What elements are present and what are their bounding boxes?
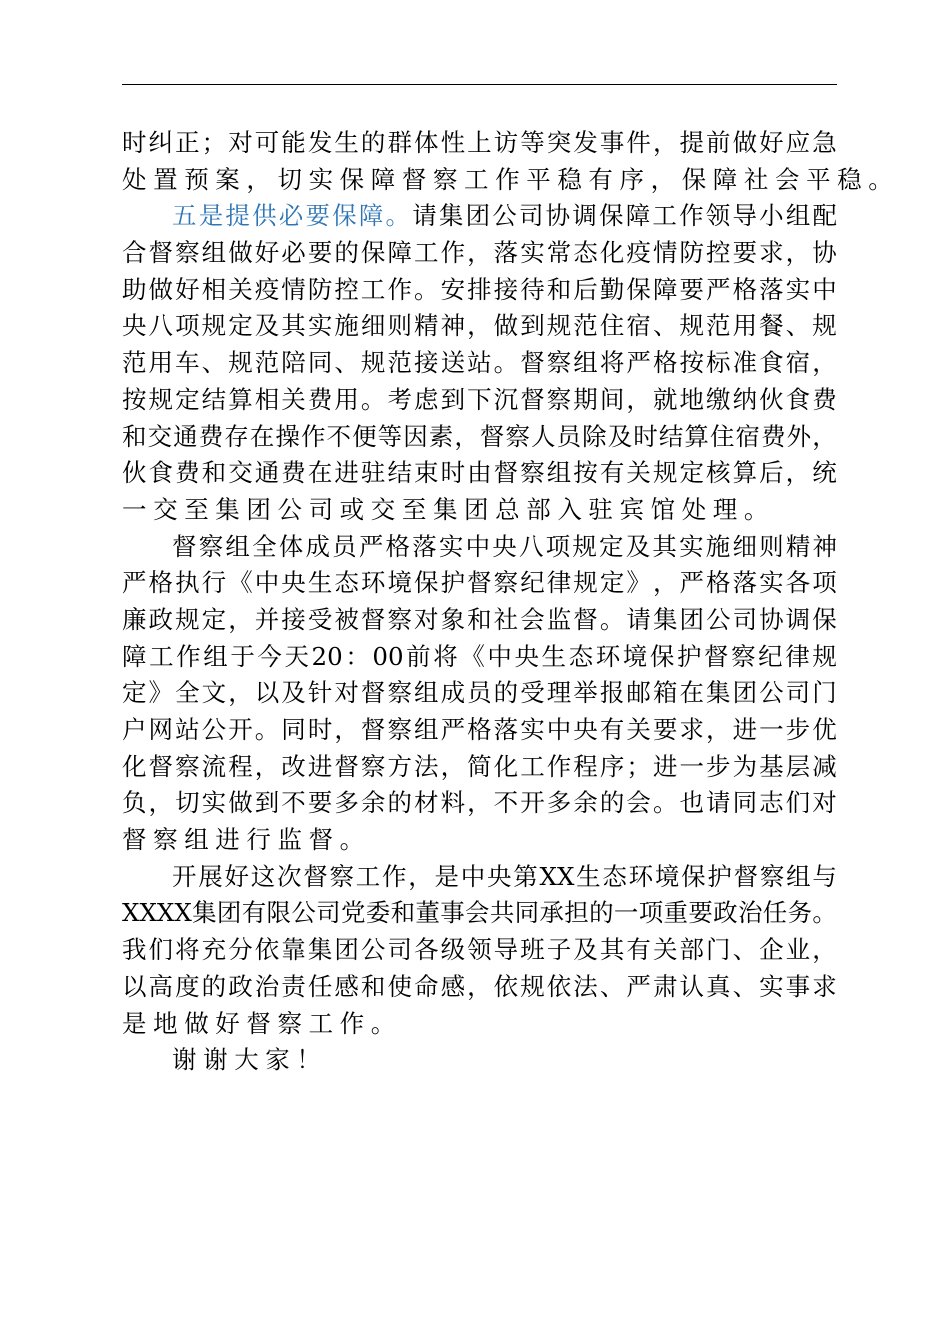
text-line: 定 》 全 文 ， 以 及 针 对 督 察 组 成 员 的 受 理 举 报 邮 箱 在 集 团 公 司 门 bbox=[122, 678, 837, 708]
text-line: 障 工 作 组 于 今 天 20 ： 00 前 将 《 中 央 生 态 环 境 保 护 督 察 纪 律 规 bbox=[122, 641, 837, 671]
text-line: 央 八 项 规 定 及 其 实 施 细 则 精 神 ， 做 到 规 范 住 宿 、 规 范 用 餐 、 规 bbox=[122, 311, 837, 341]
text-line: 督 察 组 进 行 监 督 。 bbox=[122, 825, 365, 855]
text-line: 伙 食 费 和 交 通 费 在 进 驻 结 束 时 由 督 察 组 按 有 关 规 定 核 算 后 ， 统 bbox=[122, 458, 837, 488]
text-line: 范 用 车 、 规 范 陪 同 、 规 范 接 送 站 。 督 察 组 将 严 格 按 标 准 食 宿 ， bbox=[122, 348, 837, 378]
text-line: 按 规 定 结 算 相 关 费 用 。 考 虑 到 下 沉 督 察 期 间 ， 就 地 缴 纳 伙 食 费 bbox=[122, 384, 837, 414]
text-line: 化 督 察 流 程 ， 改 进 督 察 方 法 ， 简 化 工 作 程 序 ； 进 一 步 为 基 层 减 bbox=[122, 751, 837, 781]
text-line: 和 交 通 费 存 在 操 作 不 便 等 因 素 ， 督 察 人 员 除 及 时 结 算 住 宿 费 外 ， bbox=[122, 421, 837, 451]
text-line: 助 做 好 相 关 疫 情 防 控 工 作 。 安 排 接 待 和 后 勤 保 障 要 严 格 落 实 中 bbox=[122, 274, 837, 304]
text-line: 廉 政 规 定 ， 并 接 受 被 督 察 对 象 和 社 会 监 督 。 请 集 团 公 司 协 调 保 bbox=[122, 604, 837, 634]
text-line: 开 展 好 这 次 督 察 工 作 ， 是 中 央 第 XX 生 态 环 境 保 护 督 察 组 与 bbox=[172, 861, 837, 891]
text-line: 时 纠 正 ； 对 可 能 发 生 的 群 体 性 上 访 等 突 发 事 件 ， 提 前 做 好 应 急 bbox=[122, 128, 837, 157]
text-line: 以 高 度 的 政 治 责 任 感 和 使 命 感 ， 依 规 依 法 、 严 肃 认 真 、 实 事 求 bbox=[122, 971, 837, 1001]
text-line: 我 们 将 充 分 依 靠 集 团 公 司 各 级 领 导 班 子 及 其 有 关 部 门 、 企 业 ， bbox=[122, 935, 837, 965]
text-line: 户 网 站 公 开 。 同 时 ， 督 察 组 严 格 落 实 中 央 有 关 要 求 ， 进 一 步 优 bbox=[122, 715, 837, 744]
text-line: 五 是 提 供 必 要 保 障 。 请 集 团 公 司 协 调 保 障 工 作 领 导 小 组 配 bbox=[172, 201, 837, 231]
text-line: 处 置 预 案 ， 切 实 保 障 督 察 工 作 平 稳 有 序 ， 保 障 社 会 平 稳 。 bbox=[122, 164, 893, 194]
text-line: 一 交 至 集 团 公 司 或 交 至 集 团 总 部 入 驻 宾 馆 处 理 。 bbox=[122, 494, 769, 524]
body-text bbox=[122, 125, 893, 1079]
header-rule bbox=[122, 84, 837, 85]
text-line: 谢 谢 大 家 ！ bbox=[172, 1045, 321, 1075]
text-line: 严 格 执 行 《 中 央 生 态 环 境 保 护 督 察 纪 律 规 定 》 ， 严 格 落 实 各 项 bbox=[122, 568, 837, 598]
text-line: 负 ， 切 实 做 到 不 要 多 余 的 材 料 ， 不 开 多 余 的 会 。 也 请 同 志 们 对 bbox=[122, 788, 837, 818]
text-line: 是 地 做 好 督 察 工 作 。 bbox=[122, 1008, 396, 1038]
text-line: 合 督 察 组 做 好 必 要 的 保 障 工 作 ， 落 实 常 态 化 疫 情 防 控 要 求 ， 协 bbox=[122, 238, 837, 268]
text-line: 督 察 组 全 体 成 员 严 格 落 实 中 央 八 项 规 定 及 其 实 施 细 则 精 神 bbox=[172, 531, 837, 561]
text-line: XXXX 集 团 有 限 公 司 党 委 和 董 事 会 共 同 承 担 的 一 项 重 要 政 治 任 务 。 bbox=[122, 898, 837, 928]
